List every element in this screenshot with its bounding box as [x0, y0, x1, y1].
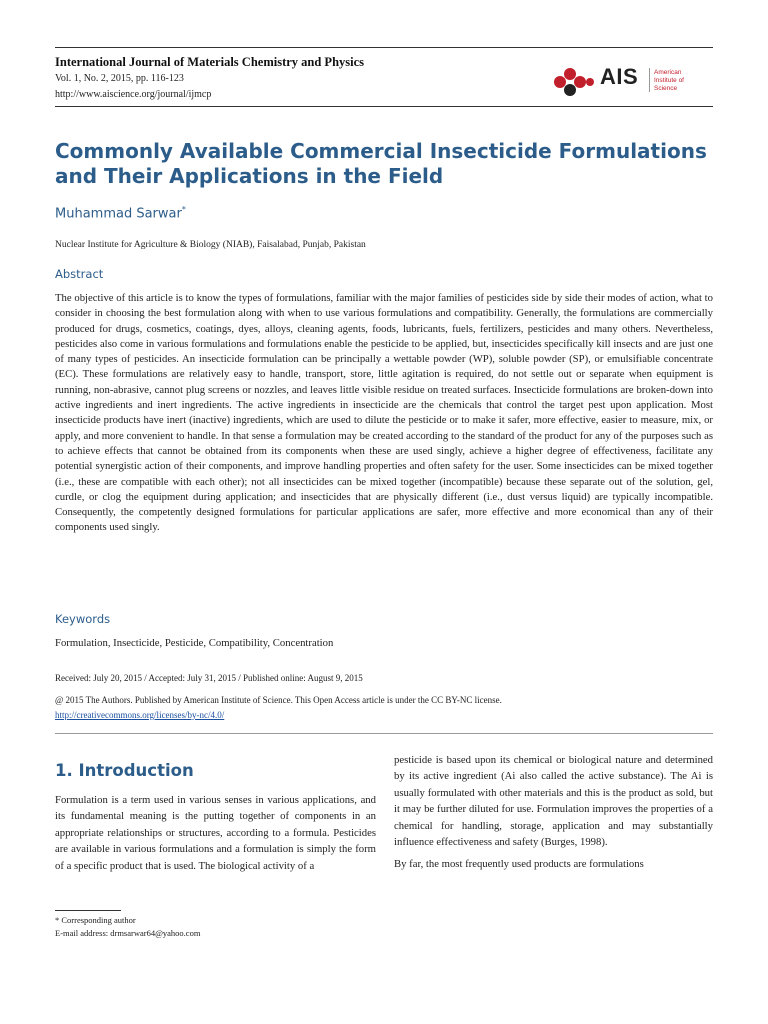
- logo-sub-line: Science: [654, 85, 678, 92]
- keywords-heading: Keywords: [55, 612, 111, 626]
- author-line: [55, 205, 186, 221]
- logo-divider: [649, 68, 650, 92]
- author-name: Muhammad Sarwar: [55, 206, 182, 222]
- footnote-corresponding: * Corresponding author: [55, 915, 136, 925]
- keywords-text: Formulation, Insecticide, Pesticide, Compatibility, Concentration: [55, 637, 334, 649]
- intro-paragraph: By far, the most frequently used products are formulations: [394, 858, 644, 871]
- affiliation: Nuclear Institute for Agriculture & Biology (NIAB), Faisalabad, Punjab, Pakistan: [55, 240, 366, 250]
- intro-column-right: [394, 752, 713, 873]
- logo-sub-line: American: [654, 69, 682, 76]
- article-title: Commonly Available Commercial Insecticide Formulations and Their Applications in the Field: [55, 139, 707, 188]
- intro-column-left: Formulation is a term used in various senses in various applications, and its fundamental meaning is the putting together of components in an appropriate relationships or structures, according to a formula. Pesticides are available in various formulations and a formulation is simply the form of a specific product that is used. The biological activity of a: [55, 794, 376, 872]
- footnote-email: E-mail address: drmsarwar64@yahoo.com: [55, 928, 201, 938]
- intro-paragraph: pesticide is based upon its chemical or biological nature and determined by its active ingredient (Ai also called the active substance). The Ai is usually formulated with other materials and this is the product as sold, but it may be further diluted for use. Formulation improves the properties of a chemical for handling, storage, application and may substantially influence effectiveness and safety (Burges, 1998).: [394, 754, 713, 849]
- footnote-rule: [55, 910, 121, 911]
- journal-title: International Journal of Materials Chemistry and Physics: [55, 55, 365, 69]
- abstract-heading: Abstract: [55, 267, 104, 281]
- introduction-heading: 1. Introduction: [55, 761, 194, 780]
- author-mark: *: [181, 205, 186, 214]
- logo-text: AIS: [600, 64, 639, 89]
- volume-info: Vol. 1, No. 2, 2015, pp. 116-123: [55, 73, 184, 84]
- section-divider: [55, 733, 713, 734]
- header-rule-bottom: [55, 106, 713, 107]
- header-rule-top: [55, 47, 713, 48]
- journal-url[interactable]: http://www.aiscience.org/journal/ijmcp: [55, 89, 212, 100]
- license-text: @ 2015 The Authors. Published by American Institute of Science. This Open Access article is under the CC BY-NC license.: [55, 695, 502, 705]
- publication-dates: Received: July 20, 2015 / Accepted: July 31, 2015 / Published online: August 9, 2015: [55, 673, 363, 683]
- abstract-text: The objective of this article is to know the types of formulations, familiar with the major families of pesticides side by side their modes of action, what to consider in choosing the best formulation along with when to use various formulations and compatibility. Generally, the formulations are commercially produced for drugs, cosmetics, coatings, dyes, alloys, cleaning agents, foods, lubricants, fuels, fertilizers, pesticides and many others. Nevertheless, pesticides also come in various formulations and formulations enable the pesticide to be applied, but, insecticides specifically kill insects and are just one of many types of pesticides. An insecticide formulation can be principally a wettable powder (WP), soluble powder (SP), or emulsifiable concentrate (EC). These formulations are relatively easy to handle, transport, store, little agitation is required, do not settle out or separate when equipment is running, non-abrasive, cannot plug screens or nozzles, and leaves little visible residue on treated surfaces. Insecticide formulations are broken-down into active ingredients and inert ingredients. The active ingredients in insecticide are the chemicals that control the target pest upon application. Most insecticide products have inert (inactive) ingredients, which are used to dilute the pesticide or to make it safer, more effective, easier to measure, mix, or apply, and more convenient to handle. In that sense a formulation may be created according to the standard of the product for any of the purposes such as to achieve effects that cannot be obtained from its components when these are used singly, achieve a higher degree of effectiveness, facilitate any potential synergistic action of their components, and improve handling properties and often safety for the user. Some insecticides can be mixed together (i.e., these are compatible with each other); not all insecticides can be mixed together (incompatible) because these separate out of the solution, gel, curdle, or clog the equipment during application; and insecticides that are physically different (i.e., dust versus liquid) are typically incompatible. Consequently, the competently designed formulations for particular applications are safer, more effective and more economical than any of their components used singly.: [55, 292, 713, 534]
- logo-sub-line: Institute of: [654, 77, 684, 84]
- license-link[interactable]: http://creativecommons.org/licenses/by-nc/4.0/: [55, 710, 225, 720]
- logo-subtitle: [654, 69, 684, 93]
